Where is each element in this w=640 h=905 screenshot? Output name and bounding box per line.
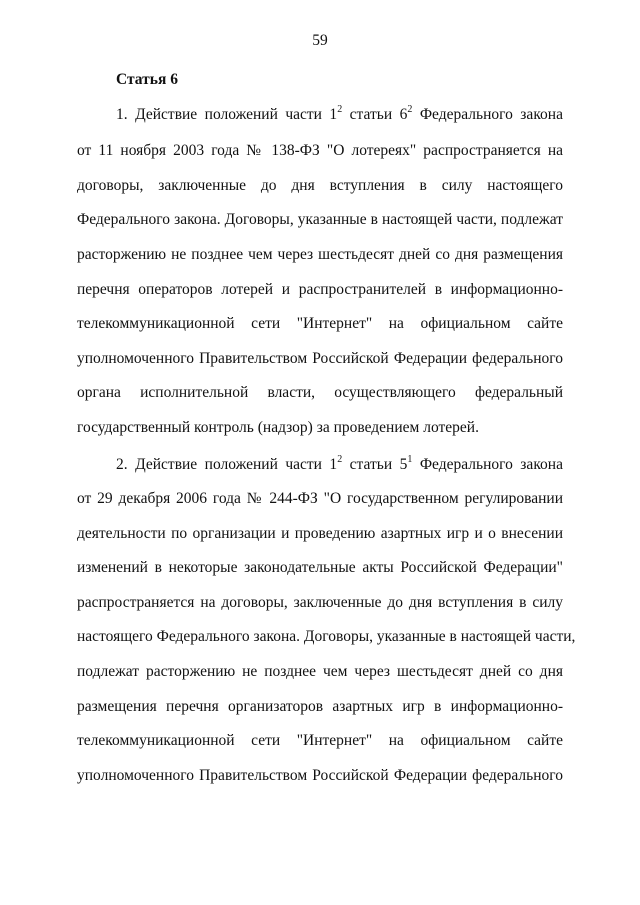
paragraph-line: от 11 ноября 2003 года № 138-ФЗ "О лотереях" распространяется на	[77, 142, 563, 159]
paragraph-line: телекоммуникационной сети "Интернет" на официальном сайте	[77, 732, 563, 749]
paragraph-line: размещения перечня организаторов азартных игр в информационно-	[77, 698, 563, 715]
paragraph-line: 2. Действие положений части $1^2$ статьи $5^1$ Федерального закона	[116, 453, 563, 473]
paragraph-line: настоящего Федерального закона. Договоры, указанные в настоящей части,	[77, 628, 576, 645]
paragraph-line: Федерального закона. Договоры, указанные в настоящей части, подлежат	[77, 211, 563, 228]
paragraph-line: уполномоченного Правительством Российской Федерации федерального	[77, 350, 563, 367]
paragraph-line: 1. Действие положений части $1^2$ статьи $6^2$ Федерального закона	[116, 103, 563, 123]
paragraph-line: договоры, заключенные до дня вступления в силу настоящего	[77, 177, 563, 194]
paragraph-line: государственный контроль (надзор) за проведением лотерей.	[77, 419, 479, 436]
paragraph-line: деятельности по организации и проведению азартных игр и о внесении	[77, 525, 563, 542]
page-number: 59	[312, 32, 328, 49]
article-heading: Статья 6	[116, 71, 178, 88]
paragraph-line: перечня операторов лотерей и распространителей в информационно-	[77, 281, 563, 298]
paragraph-line: телекоммуникационной сети "Интернет" на официальном сайте	[77, 315, 563, 332]
paragraph-line: органа исполнительной власти, осуществляющего федеральный	[77, 384, 563, 401]
paragraph-line: подлежат расторжению не позднее чем через шестьдесят дней со дня	[77, 663, 563, 680]
paragraph-line: уполномоченного Правительством Российской Федерации федерального	[77, 767, 563, 784]
paragraph-line: распространяется на договоры, заключенные до дня вступления в силу	[77, 594, 563, 611]
paragraph-line: изменений в некоторые законодательные акты Российской Федерации"	[77, 559, 563, 576]
paragraph-line: от 29 декабря 2006 года № 244-ФЗ "О государственном регулировании	[77, 490, 563, 507]
paragraph-line: расторжению не позднее чем через шестьдесят дней со дня размещения	[77, 246, 563, 263]
